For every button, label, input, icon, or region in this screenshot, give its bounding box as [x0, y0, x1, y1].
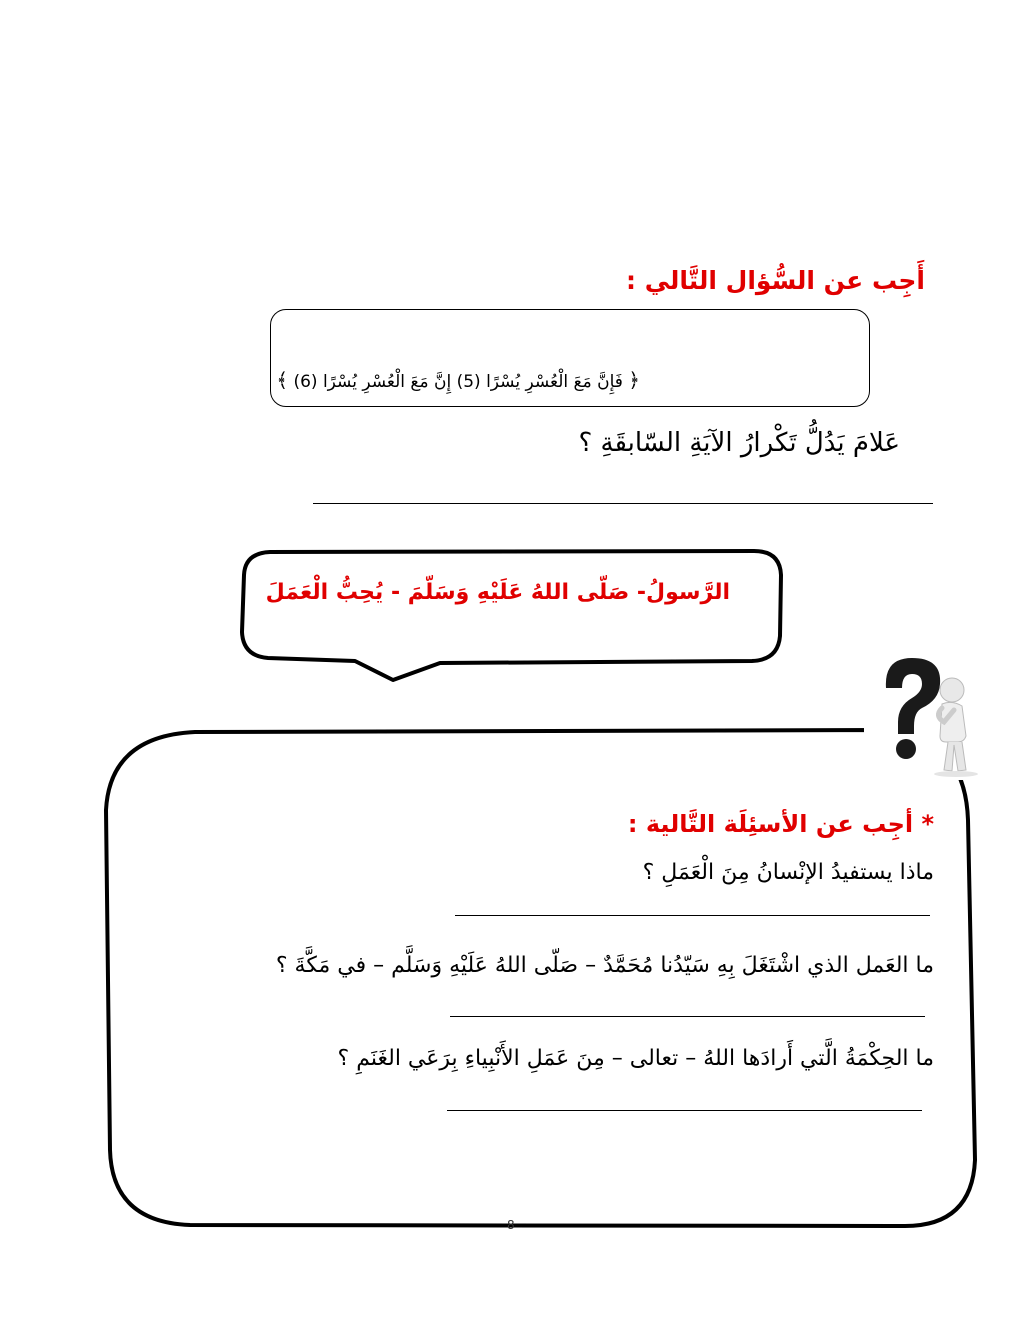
question-1: ماذا يستفيدُ الإنْسانُ مِنَ الْعَمَلِ ؟ — [642, 860, 934, 885]
answer-line-3[interactable] — [450, 1016, 925, 1017]
page-number: 8 — [507, 1218, 515, 1232]
answer-line-4[interactable] — [447, 1110, 922, 1111]
verse-open-bracket: ﴿ — [628, 368, 640, 392]
section1-question: عَلامَ يَدُلُّ تَكْرارُ الآيَةِ السّابقَةِ ؟ — [578, 428, 900, 458]
question-2: ما العَمل الذي اشْتَغَلَ بِهِ سَيّدُنا مُحَمَّدٌ – صَلّى اللهُ عَلَيْهِ وَسَلَّم – في مَكَّةَ ؟ — [275, 953, 934, 978]
section1-heading: أَجِب عن السُّؤال التَّالي : — [626, 266, 925, 295]
verse-close-bracket: ﴾ — [276, 368, 289, 392]
question-mark-thinking-figure-icon — [864, 650, 994, 780]
questions-frame — [106, 730, 975, 1226]
section2-heading: * أجِب عن الأسئِلَة التَّالية : — [627, 810, 934, 838]
verse-text: فَإِنَّ مَعَ الْعُسْرِ يُسْرًا (5) إِنَّ مَعَ الْعُسْرِ يُسْرًا (6) — [293, 372, 623, 392]
question-3: ما الحِكْمَةُ الَّتي أَرادَها اللهُ – تعالى – مِنَ عَمَلِ الأَنْبِياءِ بِرَعَي الغَنَمِ ؟ — [337, 1046, 934, 1071]
answer-line-2[interactable] — [455, 915, 930, 916]
callout-title: الرَّسولُ- صَلّى اللهُ عَلَيْهِ وَسَلّمَ - يُحِبُّ الْعَمَلَ — [265, 580, 730, 605]
callout-bubble-frame — [242, 551, 781, 680]
